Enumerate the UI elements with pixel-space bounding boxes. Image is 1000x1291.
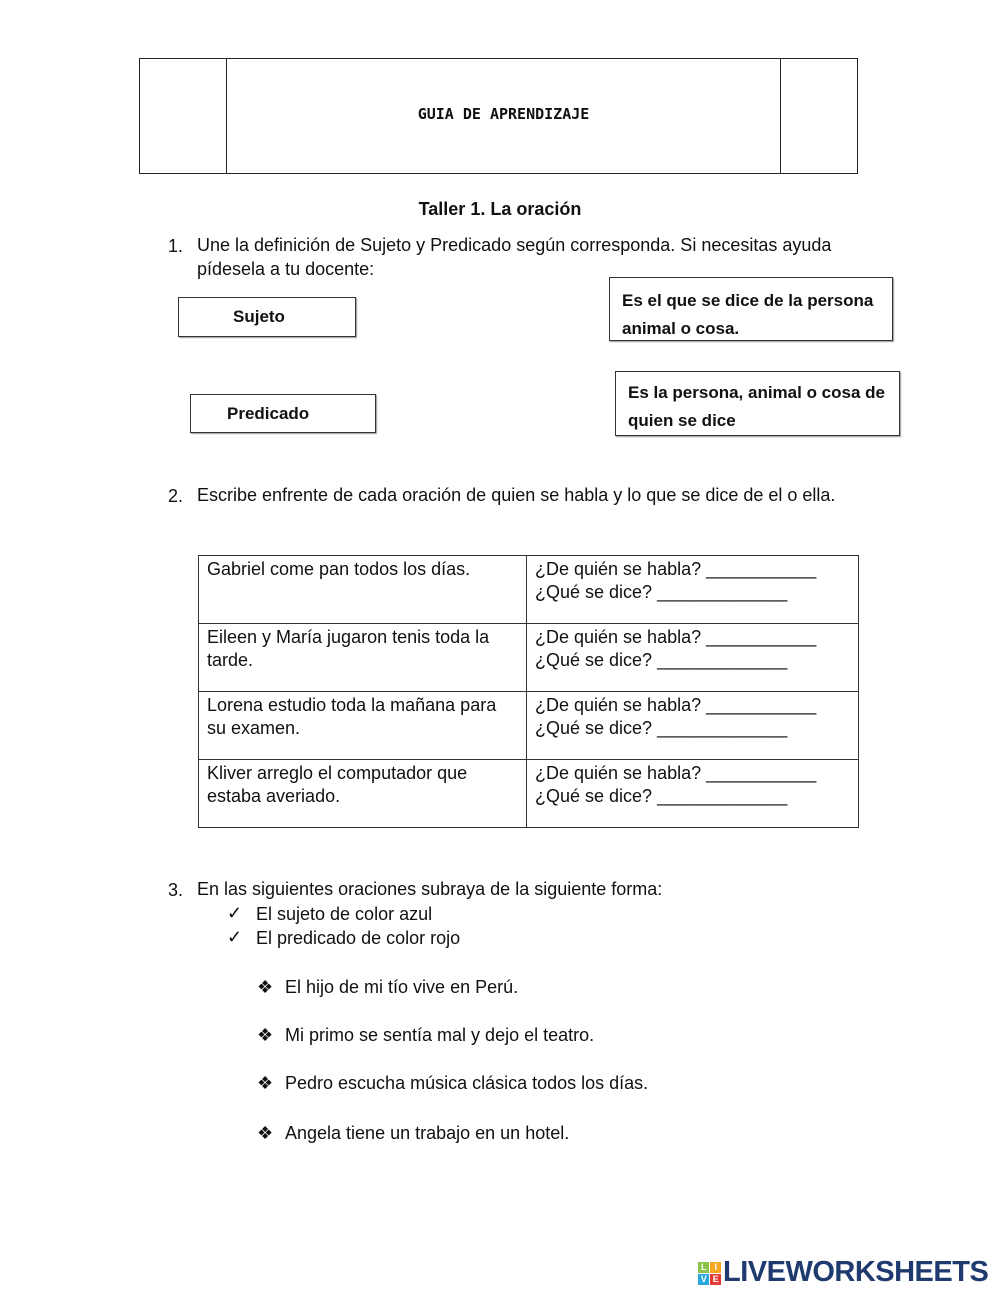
what-question: ¿Qué se dice? _____________ [535,582,788,602]
match-left-sujeto[interactable]: Sujeto [178,297,356,337]
q3-text: En las siguientes oraciones subraya de la siguiente forma: [197,879,663,899]
logo-badge-icon [698,1262,721,1285]
divider [780,59,781,173]
table-row [199,692,859,760]
match-right-definition-2[interactable]: Es la persona, animal o cosa de quien se dice [615,371,900,436]
who-question: ¿De quién se habla? ___________ [535,695,817,715]
check-icon: ✓ [227,927,243,947]
answer-cell[interactable] [527,556,859,624]
sentence-cell: Eileen y María jugaron tenis toda la tarde. [199,624,527,692]
badge-letter: L [698,1262,709,1273]
check-item: El predicado de color rojo [256,928,461,948]
what-question: ¿Qué se dice? _____________ [535,650,788,670]
q1-number: 1. [168,236,184,256]
sentence-cell: Kliver arreglo el computador que estaba averiado. [199,760,527,828]
q1-text: Une la definición de Sujeto y Predicado según corresponda. Si necesitas ayuda pídesela a tu docente: [197,235,832,279]
diamond-bullet-icon: ❖ [257,1123,274,1143]
diamond-bullet-icon: ❖ [257,977,274,997]
q3-number: 3. [168,880,184,900]
badge-letter: I [710,1262,721,1273]
badge-letter: E [710,1274,721,1285]
workshop-title: Taller 1. La oración [418,199,582,219]
answer-cell[interactable] [527,760,859,828]
underline-sentence[interactable]: Angela tiene un trabajo en un hotel. [285,1123,570,1143]
sentences-table [198,555,859,828]
match-left-predicado[interactable]: Predicado [190,394,376,433]
header-table [139,58,858,174]
q2-number: 2. [168,486,184,506]
table-row [199,556,859,624]
underline-sentence[interactable]: El hijo de mi tío vive en Perú. [285,977,519,997]
sentence-cell: Gabriel come pan todos los días. [199,556,527,624]
what-question: ¿Qué se dice? _____________ [535,786,788,806]
logo-text: LIVEWORKSHEETS [723,1256,989,1288]
table-row [199,624,859,692]
table-row [199,760,859,828]
header-title: GUIA DE APRENDIZAJE [417,105,590,123]
sentence-cell: Lorena estudio toda la mañana para su examen. [199,692,527,760]
underline-sentence[interactable]: Pedro escucha música clásica todos los días. [285,1073,649,1093]
check-icon: ✓ [227,903,243,923]
who-question: ¿De quién se habla? ___________ [535,559,817,579]
liveworksheets-logo [698,1256,988,1289]
answer-cell[interactable] [527,692,859,760]
underline-sentence[interactable]: Mi primo se sentía mal y dejo el teatro. [285,1025,595,1045]
diamond-bullet-icon: ❖ [257,1025,274,1045]
check-item: El sujeto de color azul [256,904,433,924]
who-question: ¿De quién se habla? ___________ [535,763,817,783]
what-question: ¿Qué se dice? _____________ [535,718,788,738]
answer-cell[interactable] [527,624,859,692]
badge-letter: V [698,1274,709,1285]
who-question: ¿De quién se habla? ___________ [535,627,817,647]
diamond-bullet-icon: ❖ [257,1073,274,1093]
match-right-definition-1[interactable]: Es el que se dice de la persona animal o cosa. [609,277,893,341]
q2-text: Escribe enfrente de cada oración de quien se habla y lo que se dice de el o ella. [197,485,836,505]
